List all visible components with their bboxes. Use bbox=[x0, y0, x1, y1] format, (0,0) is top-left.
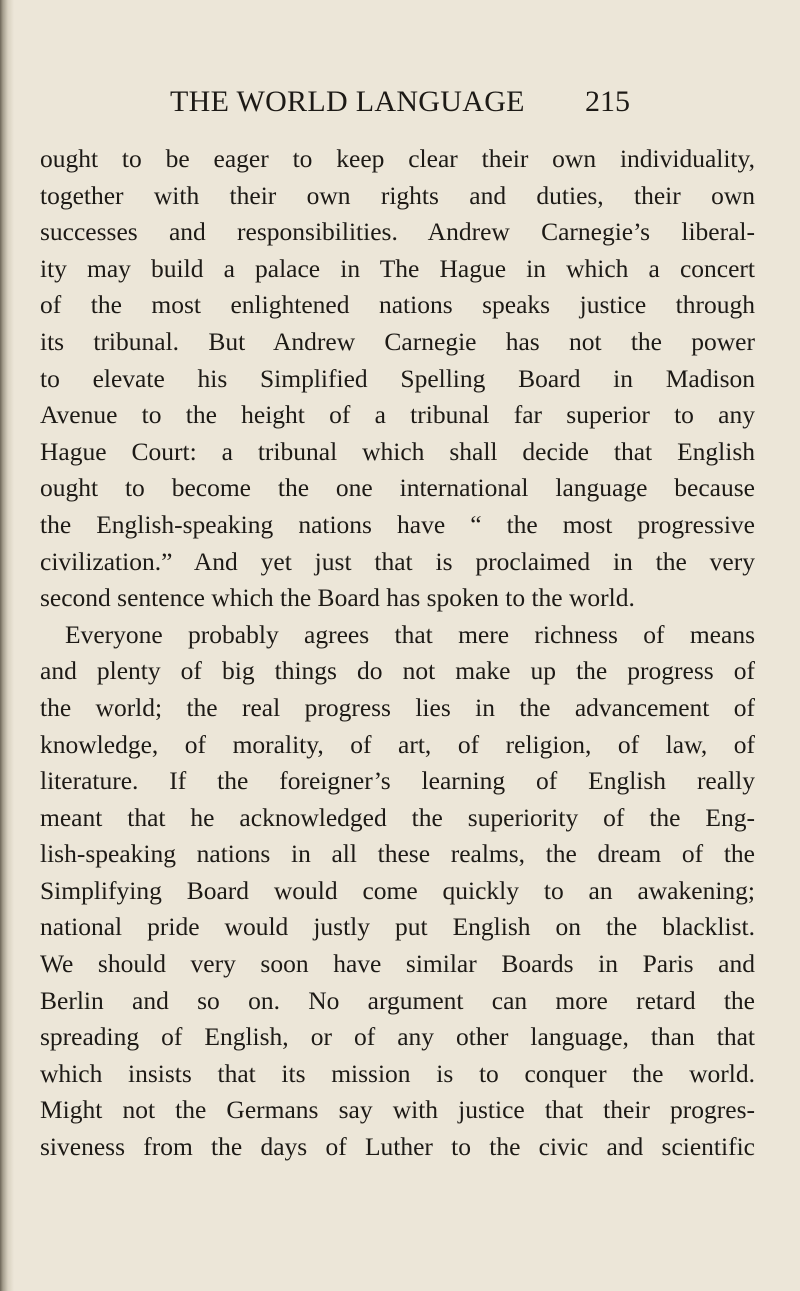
text-line: ought to be eager to keep clear their own individuality, bbox=[40, 144, 755, 173]
text-line: successes and responsibilities. Andrew Carnegie’s liberal- bbox=[40, 217, 755, 247]
text-line: Avenue to the height of a tribunal far superior to any bbox=[40, 400, 755, 430]
text-line: spreading of English, or of any other language, than that bbox=[40, 1022, 755, 1052]
text-line: national pride would justly put English on the blacklist. bbox=[40, 912, 755, 942]
text-line: the English-speaking nations have “ the most progressive bbox=[40, 509, 755, 539]
page-binding-edge bbox=[0, 0, 14, 1291]
text-line: We should very soon have similar Boards in Paris and bbox=[40, 949, 755, 979]
text-line: lish-speaking nations in all these realms, the dream of the bbox=[40, 839, 755, 869]
text-line: its tribunal. But Andrew Carnegie has not the power bbox=[40, 326, 755, 356]
text-line: which insists that its mission is to conquer the world. bbox=[40, 1058, 755, 1088]
text-line: ity may build a palace in The Hague in which a concert bbox=[40, 253, 755, 283]
text-line: meant that he acknowledged the superiority of the Eng- bbox=[40, 802, 755, 832]
text-line: the world; the real progress lies in the advancement of bbox=[40, 692, 755, 722]
body-text bbox=[40, 141, 755, 1166]
text-line: second sentence which the Board has spoken to the world. bbox=[40, 583, 635, 613]
text-line: siveness from the days of Luther to the civic and scientific bbox=[40, 1132, 755, 1162]
running-head bbox=[0, 84, 800, 124]
text-line: Berlin and so on. No argument can more retard the bbox=[40, 985, 755, 1015]
text-line: of the most enlightened nations speaks justice through bbox=[40, 290, 755, 320]
text-line: Everyone probably agrees that mere richness of means bbox=[65, 619, 755, 649]
text-line: and plenty of big things do not make up the progress of bbox=[40, 656, 755, 686]
text-line: literature. If the foreigner’s learning of English really bbox=[40, 766, 755, 796]
text-line: ought to become the one international language because bbox=[40, 473, 755, 503]
running-title: THE WORLD LANGUAGE bbox=[170, 85, 525, 118]
text-line: knowledge, of morality, of art, of religion, of law, of bbox=[40, 729, 755, 759]
text-line: Might not the Germans say with justice that their progres- bbox=[40, 1095, 755, 1125]
text-line: together with their own rights and duties, their own bbox=[40, 180, 755, 210]
page-number: 215 bbox=[585, 85, 630, 118]
text-line: Hague Court: a tribunal which shall decide that English bbox=[40, 436, 755, 466]
text-line: Simplifying Board would come quickly to an awakening; bbox=[40, 875, 755, 905]
text-line: to elevate his Simplified Spelling Board in Madison bbox=[40, 363, 755, 393]
text-line: civilization.” And yet just that is proclaimed in the very bbox=[40, 546, 755, 576]
